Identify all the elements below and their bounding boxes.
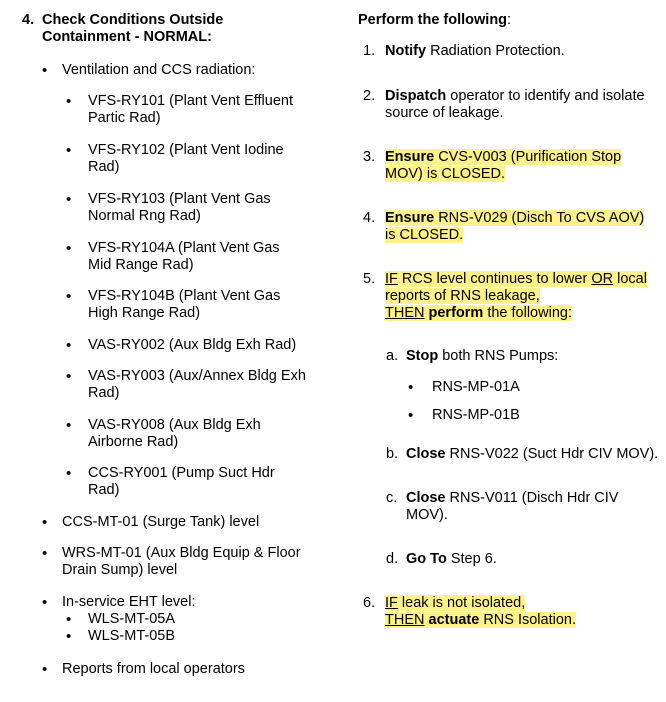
- step-3-text: CVS-V003 (Purification Stop: [434, 149, 622, 165]
- step-4-title-line1: Check Conditions Outside: [42, 12, 224, 28]
- right-header-bold: Perform the following: [358, 12, 508, 28]
- wrs-line1: WRS-MT-01 (Aux Bldg Equip & Floor: [62, 545, 301, 561]
- substep-d: [406, 551, 497, 568]
- step-6-t2: RNS Isolation.: [479, 612, 577, 628]
- substep-a: [406, 348, 558, 365]
- step-6-then: THEN: [385, 612, 425, 628]
- substep-b: [406, 446, 658, 463]
- bullet-icon: •: [408, 407, 414, 424]
- step-4-number: 4.: [22, 12, 35, 28]
- monitor-line2: Rad): [88, 159, 120, 175]
- eht-item: WLS-MT-05A: [88, 611, 176, 627]
- bullet-icon: •: [66, 611, 72, 628]
- ventilation-label: Ventilation and CCS radiation:: [62, 62, 256, 78]
- bullet-icon: •: [66, 191, 72, 208]
- monitor-line2: Normal Rng Rad): [88, 208, 201, 224]
- step-3-line2-text: MOV) is CLOSED.: [385, 166, 506, 182]
- step-6-line2: [385, 612, 576, 629]
- substep-c-text: RNS-V011 (Disch Hdr CIV: [445, 490, 619, 506]
- substep-c: [406, 490, 618, 507]
- step-5-number: 5.: [363, 271, 376, 287]
- right-header: [358, 12, 511, 29]
- substep-a-verb: Stop: [406, 348, 439, 364]
- step-5-then: THEN: [385, 305, 425, 321]
- monitor-line2: Partic Rad): [88, 110, 161, 126]
- bullet-icon: •: [66, 368, 72, 385]
- step-4-number-right: 4.: [363, 210, 376, 226]
- step-3: [385, 149, 621, 166]
- eht-label: In-service EHT level:: [62, 594, 196, 610]
- bullet-icon: •: [66, 240, 72, 257]
- bullet-icon: •: [42, 514, 48, 531]
- step-4-line2: [385, 227, 463, 244]
- step-5-line2-text: reports of RNS leakage,: [385, 288, 540, 304]
- step-4-title-line2: Containment - NORMAL:: [42, 29, 212, 45]
- bullet-icon: •: [42, 545, 48, 562]
- step-1-verb: Notify: [385, 43, 427, 59]
- step-3-verb: Ensure: [385, 149, 435, 165]
- bullet-icon: •: [42, 62, 48, 79]
- substep-c-line2: MOV).: [406, 507, 448, 523]
- step-2-number: 2.: [363, 88, 376, 104]
- substep-b-verb: Close: [406, 446, 446, 462]
- step-5-line2: [385, 288, 540, 305]
- bullet-icon: •: [66, 417, 72, 434]
- step-4-line2-text: is CLOSED.: [385, 227, 464, 243]
- bullet-icon: •: [66, 93, 72, 110]
- monitor-line1: VAS-RY008 (Aux Bldg Exh: [88, 417, 261, 433]
- step-5-t1: RCS level continues to lower: [397, 271, 592, 287]
- eht-item: WLS-MT-05B: [88, 628, 176, 644]
- step-5-or: OR: [591, 271, 614, 287]
- right-header-colon: :: [507, 12, 512, 28]
- step-2: [385, 88, 645, 105]
- step-4-right: [385, 210, 644, 227]
- step-4-text: RNS-V029 (Disch To CVS AOV): [434, 210, 645, 226]
- monitor-line1: VFS-RY101 (Plant Vent Effluent: [88, 93, 294, 109]
- monitor-line1: VFS-RY103 (Plant Vent Gas: [88, 191, 271, 207]
- bullet-icon: •: [66, 337, 72, 354]
- substep-c-label: c.: [386, 490, 398, 506]
- step-2-text: operator to identify and isolate: [446, 88, 645, 104]
- step-1-number: 1.: [363, 43, 376, 59]
- step-6-if: IF: [385, 595, 398, 611]
- substep-a-label: a.: [386, 348, 399, 364]
- step-5-line3: [385, 305, 572, 322]
- step-6-t1: leak is not isolated,: [397, 595, 526, 611]
- monitor-line1: VFS-RY102 (Plant Vent Iodine: [88, 142, 284, 158]
- step-3-number: 3.: [363, 149, 376, 165]
- bullet-icon: •: [66, 142, 72, 159]
- step-5-if: IF: [385, 271, 398, 287]
- bullet-icon: •: [66, 465, 72, 482]
- step-5-t2: local: [613, 271, 647, 287]
- step-5-t3: the following:: [483, 305, 572, 321]
- step-3-line2: [385, 166, 505, 183]
- step-6-number: 6.: [363, 595, 376, 611]
- substep-b-text: RNS-V022 (Suct Hdr CIV MOV).: [445, 446, 659, 462]
- reports-item: Reports from local operators: [62, 661, 245, 677]
- step-6-line1: [385, 595, 525, 612]
- step-5-line1: [385, 271, 647, 288]
- monitor-line1: VFS-RY104B (Plant Vent Gas: [88, 288, 281, 304]
- monitor-line2: Mid Range Rad): [88, 257, 194, 273]
- monitor-line1: CCS-RY001 (Pump Suct Hdr: [88, 465, 275, 481]
- monitor-line2: Rad): [88, 385, 120, 401]
- monitor-line2: Rad): [88, 482, 120, 498]
- monitor-line1: VAS-RY003 (Aux/Annex Bldg Exh: [88, 368, 306, 384]
- monitor-line2: High Range Rad): [88, 305, 201, 321]
- monitor-line1: VFS-RY104A (Plant Vent Gas: [88, 240, 280, 256]
- substep-a-text: both RNS Pumps:: [438, 348, 559, 364]
- step-1: [385, 43, 565, 60]
- bullet-icon: •: [42, 661, 48, 678]
- pump-item: RNS-MP-01B: [432, 407, 520, 423]
- wrs-line2: Drain Sump) level: [62, 562, 178, 578]
- step-2-line2: source of leakage.: [385, 105, 504, 121]
- monitor-line2: Airborne Rad): [88, 434, 179, 450]
- ccs-level: CCS-MT-01 (Surge Tank) level: [62, 514, 260, 530]
- step-4-verb: Ensure: [385, 210, 435, 226]
- bullet-icon: •: [408, 379, 414, 396]
- substep-b-label: b.: [386, 446, 399, 462]
- step-5-perform: perform: [428, 305, 484, 321]
- monitor-line1: VAS-RY002 (Aux Bldg Exh Rad): [88, 337, 297, 353]
- substep-d-text: Step 6.: [446, 551, 497, 567]
- step-1-text: Radiation Protection.: [426, 43, 565, 59]
- bullet-icon: •: [66, 288, 72, 305]
- step-2-verb: Dispatch: [385, 88, 447, 104]
- bullet-icon: •: [66, 628, 72, 645]
- substep-c-verb: Close: [406, 490, 446, 506]
- substep-d-verb: Go To: [406, 551, 447, 567]
- bullet-icon: •: [42, 594, 48, 611]
- substep-d-label: d.: [386, 551, 399, 567]
- pump-item: RNS-MP-01A: [432, 379, 520, 395]
- step-6-actuate: actuate: [428, 612, 480, 628]
